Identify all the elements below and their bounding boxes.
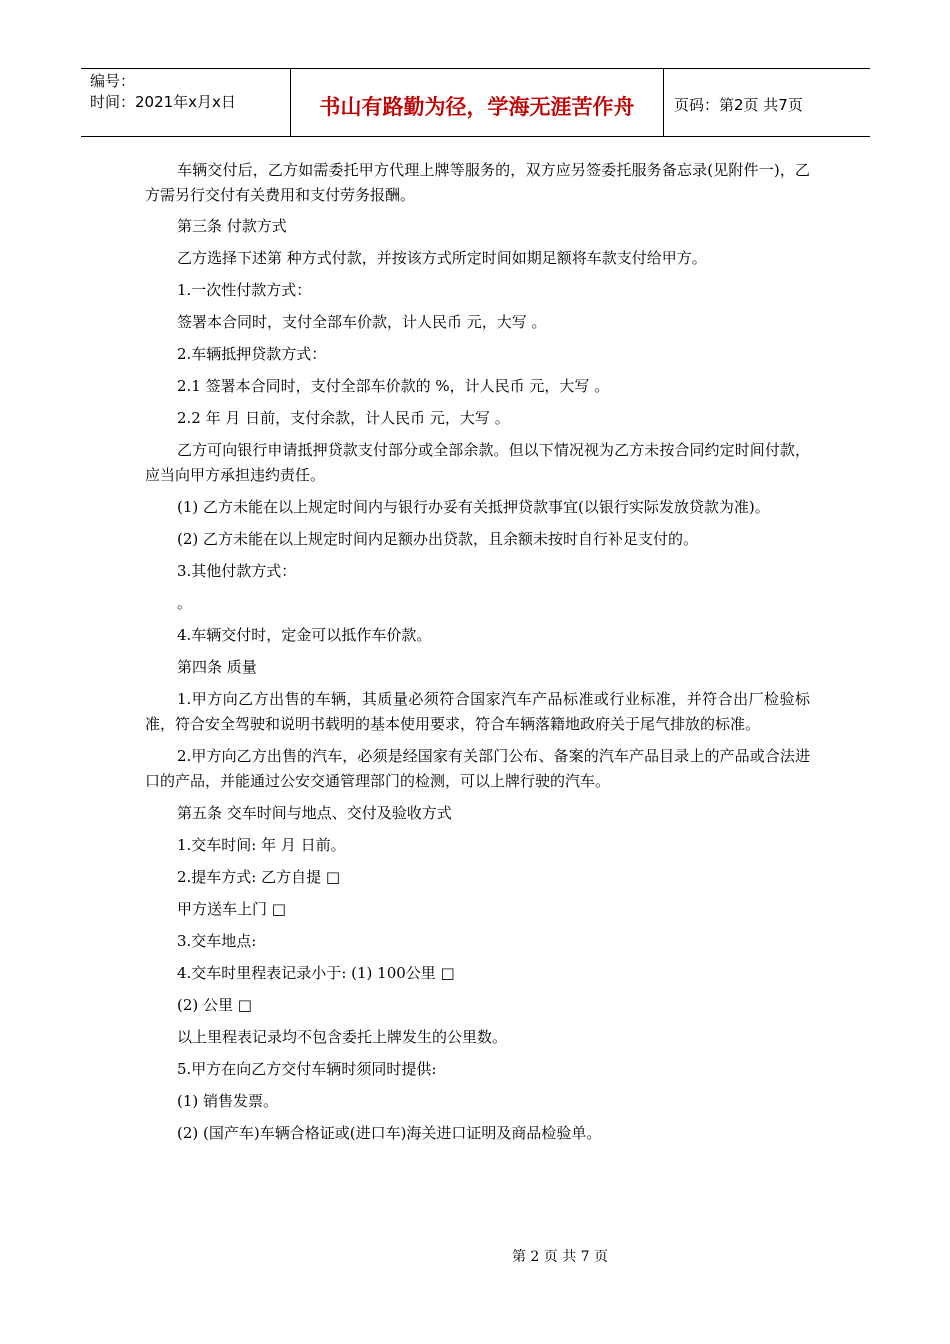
paragraph: 签署本合同时，支付全部车价款，计人民币 元，大写 。: [177, 313, 547, 331]
paragraph: 4.车辆交付时，定金可以抵作车价款。: [177, 626, 432, 644]
paragraph: 甲方送车上门 □: [177, 900, 286, 918]
paragraph: (2) (国产车)车辆合格证或(进口车)海关进口证明及商品检验单。: [177, 1124, 602, 1142]
paragraph: 2.1 签署本合同时，支付全部车价款的 %，计人民币 元，大写 。: [177, 377, 610, 395]
header-meta: [81, 69, 291, 136]
paragraph: 3.交车地点:: [177, 932, 257, 950]
footer-page-number: 第 2 页 共 7 页: [511, 1249, 609, 1265]
document-date-label: 时间：2021年x月x日: [90, 93, 236, 111]
document-body: [145, 158, 810, 1146]
paragraph: 1.一次性付款方式：: [177, 281, 312, 299]
paragraph: 2.提车方式: 乙方自提 □: [177, 868, 341, 886]
paragraph: 2.2 年 月 日前，支付余款，计人民币 元，大写 。: [177, 409, 510, 427]
paragraph: 以上里程表记录均不包含委托上牌发生的公里数。: [177, 1028, 508, 1046]
paragraph: 乙方选择下述第 种方式付款，并按该方式所定时间如期足额将车款支付给甲方。: [177, 249, 707, 267]
section-heading: 第五条 交车时间与地点、交付及验收方式: [177, 804, 452, 822]
paragraph: (1) 乙方未能在以上规定时间内与银行办妥有关抵押贷款事宜(以银行实际发放贷款为准)。: [177, 498, 770, 516]
page-header: [81, 68, 870, 137]
paragraph: (2) 乙方未能在以上规定时间内足额办出贷款，且余额未按时自行补足支付的。: [177, 530, 699, 548]
document-number-label: 编号：: [90, 72, 136, 90]
paragraph: 5.甲方在向乙方交付车辆时须同时提供:: [177, 1060, 437, 1078]
paragraph: 3.其他付款方式：: [177, 562, 297, 580]
header-page-number: 页码：第2页 共7页: [674, 96, 803, 114]
paragraph: 2.甲方向乙方出售的汽车，必须是经国家有关部门公布、备案的汽车产品目录上的产品或合法进口的产品，并能通过公安交通管理部门的检测，可以上牌行驶的汽车。: [145, 747, 810, 790]
page-footer: [0, 1246, 950, 1266]
header-motto: 书山有路勤为径，学海无涯苦作舟: [291, 69, 664, 136]
paragraph: 。: [177, 594, 193, 612]
paragraph: 4.交车时里程表记录小于: (1) 100公里 □: [177, 964, 455, 982]
paragraph: 1.甲方向乙方出售的车辆，其质量必须符合国家汽车产品标准或行业标准，并符合出厂检验标准，符合安全驾驶和说明书载明的基本使用要求，符合车辆落籍地政府关于尾气排放的标准。: [145, 690, 810, 733]
section-heading: 第四条 质量: [177, 658, 257, 676]
paragraph: 乙方可向银行申请抵押贷款支付部分或全部余款。但以下情况视为乙方未按合同约定时间付款，应当向甲方承担违约责任。: [145, 441, 810, 484]
paragraph: (2) 公里 □: [177, 996, 252, 1014]
paragraph: 车辆交付后，乙方如需委托甲方代理上牌等服务的，双方应另签委托服务备忘录(见附件一)，乙方需另行交付有关费用和支付劳务报酬。: [145, 161, 810, 204]
paragraph: 2.车辆抵押贷款方式：: [177, 345, 327, 363]
section-heading: 第三条 付款方式: [177, 217, 287, 235]
paragraph: 1.交车时间: 年 月 日前。: [177, 836, 346, 854]
paragraph: (1) 销售发票。: [177, 1092, 279, 1110]
